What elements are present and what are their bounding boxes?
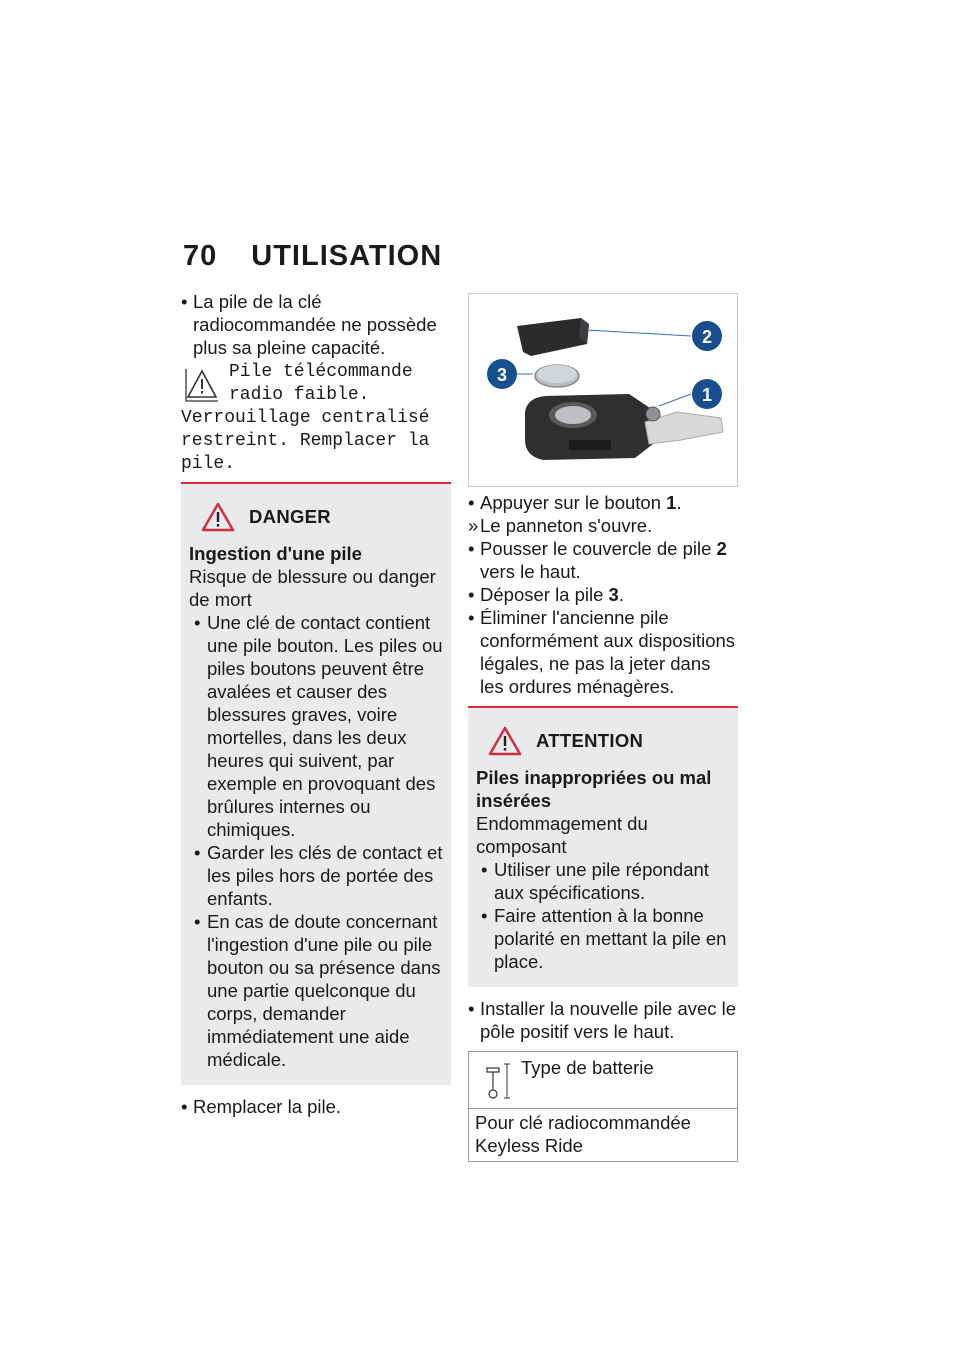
step-marker: •	[468, 492, 475, 513]
attention-bullet: • Faire attention à la bonne polarité en mettant la pile en place.	[481, 905, 727, 972]
danger-title: Ingestion d'une pile	[189, 543, 362, 564]
attention-title: Piles inappropriées ou mal insérées	[476, 767, 712, 811]
list-item: • Installer la nouvelle pile avec le pôle positif vers le haut.	[468, 998, 737, 1042]
attention-subtitle: Endommagement du composant	[476, 813, 648, 857]
danger-box	[181, 482, 451, 1085]
page-header	[183, 240, 442, 273]
step-marker: •	[468, 538, 475, 559]
step-ref: 2	[716, 538, 727, 559]
danger-subtitle: Risque de blessure ou danger de mort	[189, 566, 436, 610]
attention-bullet: • Utiliser une pile répondant aux spécifications.	[481, 859, 709, 903]
list-item	[468, 514, 738, 537]
attention-box	[468, 706, 738, 987]
step-text-end: .	[676, 492, 682, 513]
section-title: UTILISATION	[251, 240, 443, 272]
attention-bullet-text: Faire attention à la bonne polarité en mettant la pile en place.	[494, 905, 727, 972]
step-text-end: .	[618, 584, 624, 605]
battery-dimension-icon	[483, 1062, 511, 1100]
danger-header	[189, 502, 443, 532]
battery-cover	[517, 318, 589, 356]
step-text: Éliminer l'ancienne pile conformément aux dispositions légales, ne pas la jeter dans les ordures ménagères.	[480, 607, 736, 697]
list-item	[468, 606, 738, 698]
key-body	[525, 394, 653, 460]
list-item: • La pile de la clé radiocommandée ne possède plus sa pleine capacité.	[181, 291, 437, 358]
step-marker: •	[468, 607, 475, 628]
list-item	[468, 583, 738, 606]
step-text: Déposer la pile	[480, 584, 609, 605]
danger-bullet: • Garder les clés de contact et les piles hors de portée des enfants.	[194, 842, 443, 909]
step-ref: 3	[608, 584, 619, 605]
display-message-note	[181, 361, 451, 476]
step-marker: »	[468, 515, 479, 536]
attention-triangle-icon	[488, 726, 522, 756]
attention-bullet-text: Utiliser une pile répondant aux spécifications.	[494, 859, 709, 903]
step-ref: 1	[666, 492, 677, 513]
danger-bullet-text: En cas de doute concernant l'ingestion d'une pile ou pile bouton ou sa présence dans une partie quelconque du corps, demander immédiatement une aide médicale.	[207, 911, 441, 1070]
callout-2-label: 2	[701, 327, 713, 347]
danger-triangle-icon	[201, 502, 235, 532]
battery-spec-table	[468, 1051, 738, 1162]
step-marker: •	[468, 584, 475, 605]
attention-header	[476, 726, 730, 756]
callout-1-label: 1	[701, 385, 713, 405]
right-column	[468, 293, 738, 1162]
key-battery-figure	[468, 293, 738, 487]
list-item	[468, 491, 738, 514]
release-button	[646, 407, 660, 421]
key-illustration	[469, 294, 737, 486]
warning-triangle-icon	[183, 365, 221, 405]
spec-value: Pour clé radiocommandée Keyless Ride	[475, 1112, 691, 1156]
danger-bullet-text: Une clé de contact contient une pile bouton. Les piles ou piles boutons peuvent être avalées et causer des blessures graves, voire mortelles, dans les deux heures qui suivent, par exemple en provoquant des brûlures internes ou chimiques.	[207, 612, 443, 840]
danger-bullet: • Une clé de contact contient une pile bouton. Les piles ou piles boutons peuvent être avalées et causer des blessures graves, voire mortelles, dans les deux heures qui suivent, par exemple en provoquant des brûlures internes ou chimiques.	[194, 612, 443, 840]
danger-bullet-text: Garder les clés de contact et les piles hors de portée des enfants.	[207, 842, 443, 909]
step-list	[468, 491, 738, 698]
display-message-text: Pile télécommande radio faible. Verrouillage centralisé restreint. Remplacer la pile.	[181, 362, 430, 474]
page-number: 70	[183, 240, 218, 272]
step-text: Appuyer sur le bouton	[480, 492, 667, 513]
step-text: Pousser le couvercle de pile	[480, 538, 717, 559]
attention-label: ATTENTION	[536, 730, 644, 751]
spec-header-row	[469, 1052, 737, 1109]
intro-text: La pile de la clé radiocommandée ne possède plus sa pleine capacité.	[193, 291, 437, 358]
install-step-text: Installer la nouvelle pile avec le pôle positif vers le haut.	[480, 998, 737, 1042]
callout-3-label: 3	[496, 365, 508, 385]
danger-label: DANGER	[249, 506, 331, 527]
danger-bullet: • En cas de doute concernant l'ingestion d'une pile ou pile bouton ou sa présence dans une partie quelconque du corps, demander immédiatement une aide médicale.	[194, 911, 441, 1070]
spec-header-label: Type de batterie	[521, 1057, 654, 1078]
step-text: Le panneton s'ouvre.	[480, 515, 653, 536]
step-text-end: vers le haut.	[480, 561, 581, 582]
left-column	[181, 290, 451, 1118]
list-item: • Remplacer la pile.	[181, 1096, 342, 1117]
list-item	[468, 537, 738, 583]
final-step-text: Remplacer la pile.	[193, 1096, 342, 1117]
